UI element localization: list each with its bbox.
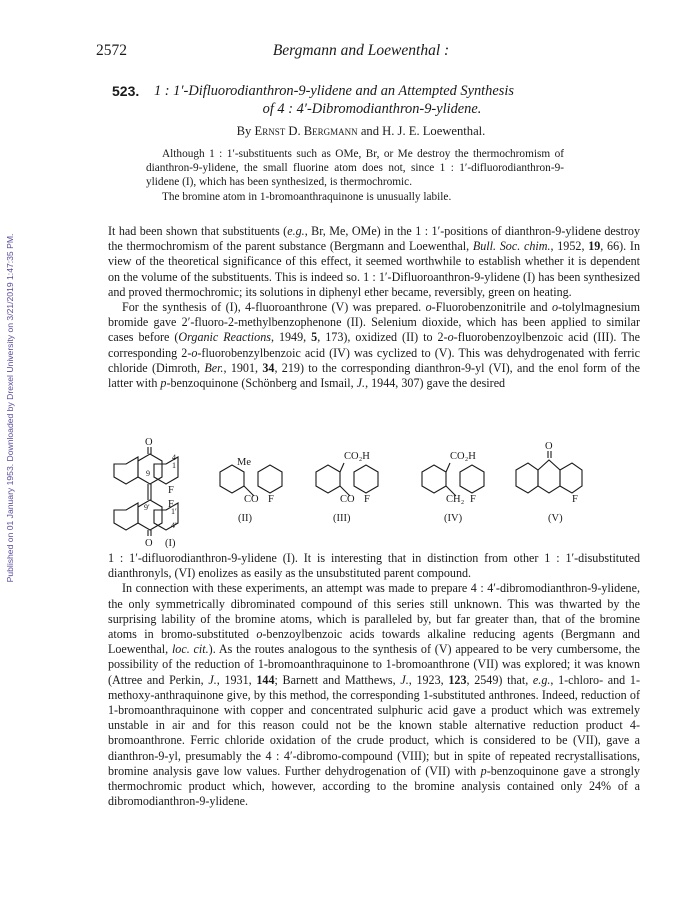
- atom-co-II: CO: [244, 494, 259, 505]
- body-paragraph-2: For the synthesis of (I), 4-fluoroanthrone (V) was prepared. o-Fluorobenzonitrile and o-tolylmagnesium bromide gave 2′-fluoro-2-methylbenzophenone (II). Selenium dioxide, which has been applied to similar cases before (Organic Reactions, 1949, 5, 173), oxidized (II) to 2-o-fluorobenzoylbenzoic acid (III). The corresponding 2-o-fluorobenzylbenzoic acid (IV) was cyclized to (V). This was dehydrogenated with ferric chloride (Dimroth, Ber., 1901, 34, 219) to the corresponding dianthron-9-yl (VI), and the enol form of the latter with p-benzoquinone (Schönberg and Ismail, J., 1944, 307) gave the desired: [108, 300, 641, 391]
- chemical-structures-figure: [108, 436, 640, 551]
- body-text-bottom: [108, 551, 640, 809]
- compound-IV: [422, 451, 484, 524]
- label-compound-IV: (IV): [444, 513, 463, 524]
- compound-I: [114, 437, 178, 549]
- atom-co2h-IV: CO₂H: [450, 451, 476, 462]
- atom-f-1: F: [168, 485, 174, 496]
- label-compound-V: (V): [548, 513, 563, 524]
- article-number: 523.: [112, 83, 140, 99]
- abstract-paragraph-2: The bromine atom in 1-bromoanthraquinone is unusually labile.: [162, 190, 452, 203]
- atom-f-V: F: [572, 494, 578, 505]
- atom-o-bottom: O: [145, 538, 153, 549]
- svg-text:9′: 9′: [144, 503, 150, 512]
- title-line-2: of 4 : 4′-Dibromodianthron-9-ylidene.: [262, 101, 482, 117]
- page-header: [96, 42, 626, 64]
- svg-text:4′: 4′: [171, 521, 177, 530]
- title-line-1: 1 : 1′-Difluorodianthron-9-ylidene and an Attempted Synthesis: [154, 83, 514, 99]
- label-compound-III: (III): [333, 513, 351, 524]
- atom-f-IV: F: [470, 494, 476, 505]
- body-text-top: [108, 224, 640, 391]
- structures-svg: [108, 436, 640, 551]
- atom-co-III: CO: [340, 494, 355, 505]
- atom-me: Me: [237, 457, 251, 468]
- abstract: [146, 147, 564, 204]
- atom-ch2-IV: CH₂: [446, 494, 465, 505]
- download-notice: Published on 01 January 1953. Downloaded by Drexel University on 3/21/2019 1:47:35 PM.: [5, 233, 15, 583]
- author-line: By Ernst D. Bergmann and H. J. E. Loewenthal.: [236, 124, 486, 138]
- atom-f-2: F: [168, 499, 174, 510]
- svg-text:1: 1: [172, 461, 176, 470]
- body-paragraph-1: It had been shown that substituents (e.g., Br, Me, OMe) in the 1 : 1′-positions of dianthron-9-ylidene destroy the thermochromism of the parent substance (Bergmann and Loewenthal, Bull. Soc. chim., 1952, 19, 66). In view of the theoretical significance of this effect, it seemed worthwhile to establish whether it is dependent on the volume of the substituents. This is indeed so. 1 : 1′-Difluoroanthron-9-ylidene (I) has been synthesized and proved thermochromic; its solutions in diphenyl ether became, reversibly, green on heating.: [108, 224, 641, 299]
- atom-co2h-III: CO₂H: [344, 451, 370, 462]
- compound-II: [220, 457, 282, 524]
- label-compound-I: (I): [165, 538, 176, 549]
- label-compound-II: (II): [238, 513, 252, 524]
- compound-III: [316, 451, 378, 524]
- atom-o-V: O: [545, 441, 553, 452]
- page-number: 2572: [96, 42, 127, 59]
- atom-o-top: O: [145, 437, 153, 448]
- atom-f-III: F: [364, 494, 370, 505]
- svg-text:9: 9: [146, 469, 150, 478]
- download-sidebar: [4, 138, 16, 678]
- abstract-paragraph-1: Although 1 : 1′-substituents such as OMe, Br, or Me destroy the thermochromism of dianthron-9-ylidene, the small fluorine atom does not, since 1 : 1′-difluorodianthron-9-ylidene (I), which has been synthesized, is thermochromic.: [146, 148, 564, 189]
- svg-text:4: 4: [172, 453, 176, 462]
- atom-f-II: F: [268, 494, 274, 505]
- body-paragraph-4: In connection with these experiments, an attempt was made to prepare 4 : 4′-dibromodianthron-9-ylidene, the only symmetrically dibrominated compound of this series still unknown. This was thwarted by the surprising lability of the bromine atoms, which is paralleled by, but far greater than, that of the bromine atoms in bromo-substituted o-benzoylbenzoic acids towards alkaline reducing agents (Bergmann and Loewenthal, loc. cit.). As the routes analogous to the synthesis of (V) appeared to be very cumbersome, the possibility of the reduction of 1-bromoanthraquinone to 1-bromoanthrone (VII) was explored; it was known (Attree and Perkin, J., 1931, 144; Barnett and Matthews, J., 1923, 123, 2549) that, e.g., 1-chloro- and 1-methoxy-anthraquinone give, by this method, the corresponding 1-substituted anthrones. Indeed, reduction of 1-bromoanthraquinone with copper and concentrated sulphuric acid gave a product which was extremely unstable in air and for this reason could not be the known stable alternative reduction product 4-bromoanthrone. Ferric chloride oxidation of the crude product, which is considered to be (VII), gave a dianthron-9-yl, presumably the 4 : 4′-dibromo-compound (VIII); but in spite of repeated recrystallisations, bromine analysis gave low values. Further dehydrogenation of (VII) with p-benzoquinone gave a strongly thermochromic product which, however, according to the bromine analysis contained only 24% of a dibromodianthron-9-ylidene.: [108, 581, 641, 809]
- compound-V: [516, 441, 582, 524]
- author-2: H. J. E. Loewenthal.: [382, 124, 486, 138]
- body-paragraph-3: 1 : 1′-difluorodianthron-9-ylidene (I). It is interesting that in distinction from other 1 : 1′-disubstituted dianthronyls, (VI) enolizes as easily as the unsubstituted parent compound.: [108, 551, 640, 581]
- running-title: Bergmann and Loewenthal :: [272, 42, 450, 59]
- author-1: Ernst D. Bergmann: [254, 124, 358, 138]
- svg-text:1′: 1′: [171, 507, 177, 516]
